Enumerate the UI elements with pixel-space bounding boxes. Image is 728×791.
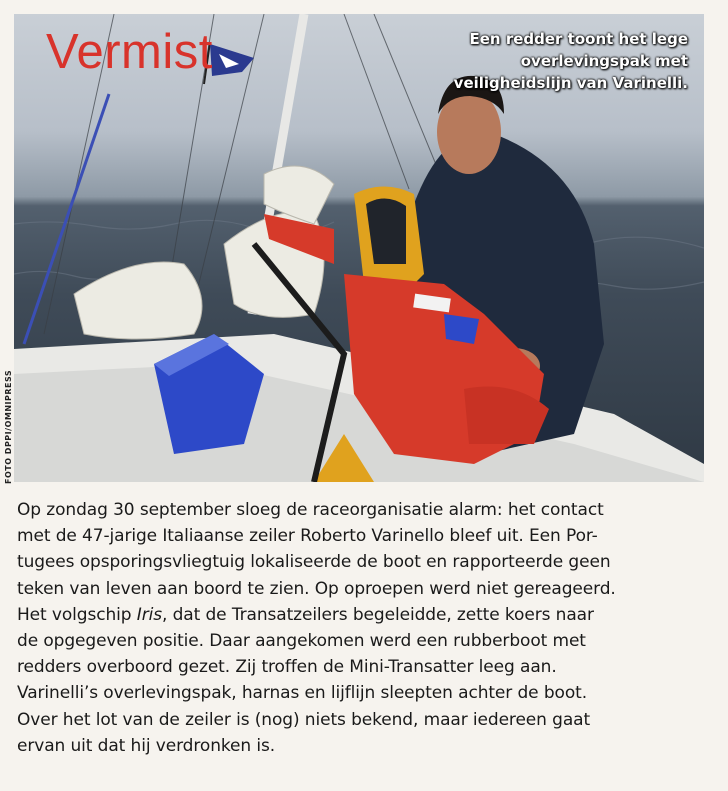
ship-name: Iris <box>136 604 162 625</box>
article-line: ervan uit dat hij verdronken is. <box>17 735 276 756</box>
ship-line-suffix: , dat de Transatzeilers begeleidde, zette koers naar <box>161 604 594 625</box>
article-line: teken van leven aan boord te zien. Op oproepen werd niet gereageerd. <box>17 578 616 599</box>
article-body <box>17 497 719 759</box>
article-line: redders overboord gezet. Zij troffen de Mini-Transatter leeg aan. <box>17 657 557 678</box>
article-line: tugees opsporingsvliegtuig lokaliseerde de boot en rapporteerde geen <box>17 552 611 573</box>
photo-credit: FOTO DPPI/OMNIPRESS <box>4 369 13 484</box>
article-line: Op zondag 30 september sloeg de raceorganisatie alarm: het contact <box>17 500 604 520</box>
article-line: met de 47-jarige Italiaanse zeiler Roberto Varinello bleef uit. Een Por- <box>17 526 598 547</box>
folded-sails <box>74 166 334 339</box>
article-line: Varinelli’s overlevingspak, harnas en lijflijn sleepten achter de boot. <box>17 683 588 704</box>
article-line: Over het lot van de zeiler is (nog) niets bekend, maar iedereen gaat <box>17 709 591 730</box>
headline: Vermist <box>46 25 213 79</box>
article-line <box>17 602 719 628</box>
article-line: de opgegeven positie. Daar aangekomen werd een rubberboot met <box>17 631 586 652</box>
rescue-photo <box>14 14 704 482</box>
photo-caption: Een redder toont het lege overlevingspak met veiligheidslijn van Varinelli. <box>453 30 688 92</box>
ship-line-prefix: Het volgschip <box>17 604 137 625</box>
